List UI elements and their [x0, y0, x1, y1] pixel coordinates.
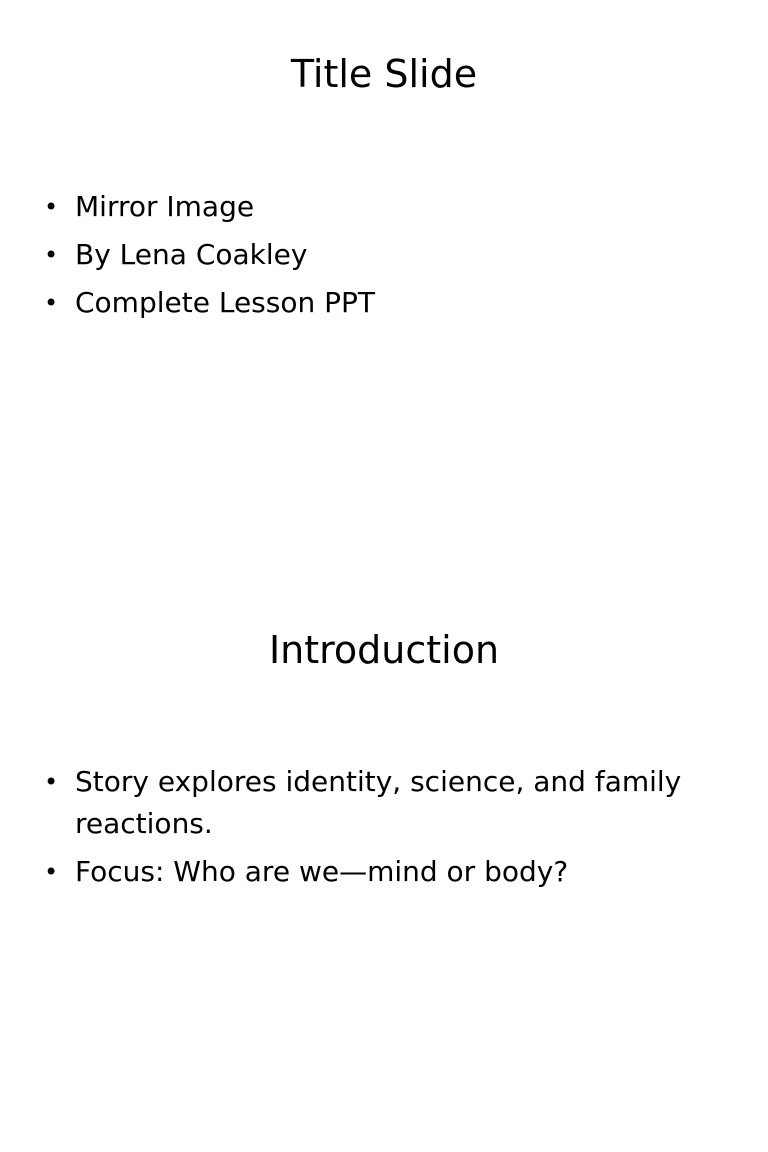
bullet-icon: • [44, 858, 59, 886]
bullet-item [44, 851, 724, 893]
bullet-icon: • [44, 768, 59, 796]
bullet-item [44, 186, 724, 228]
bullet-text: Story explores identity, science, and family reactions. [75, 765, 682, 840]
slide-introduction [0, 576, 768, 1152]
bullet-list [44, 761, 724, 899]
slide-heading: Title Slide [290, 52, 478, 96]
bullet-icon: • [44, 289, 59, 317]
slide-heading: Introduction [268, 628, 500, 672]
bullet-icon: • [44, 241, 59, 269]
bullet-icon: • [44, 193, 59, 221]
bullet-list [44, 186, 724, 330]
bullet-item [44, 282, 724, 324]
bullet-text: Mirror Image [75, 190, 255, 223]
bullet-text: Complete Lesson PPT [75, 286, 376, 319]
bullet-text: Focus: Who are we—mind or body? [75, 855, 569, 888]
bullet-item [44, 761, 724, 845]
bullet-text: By Lena Coakley [75, 238, 308, 271]
bullet-item [44, 234, 724, 276]
